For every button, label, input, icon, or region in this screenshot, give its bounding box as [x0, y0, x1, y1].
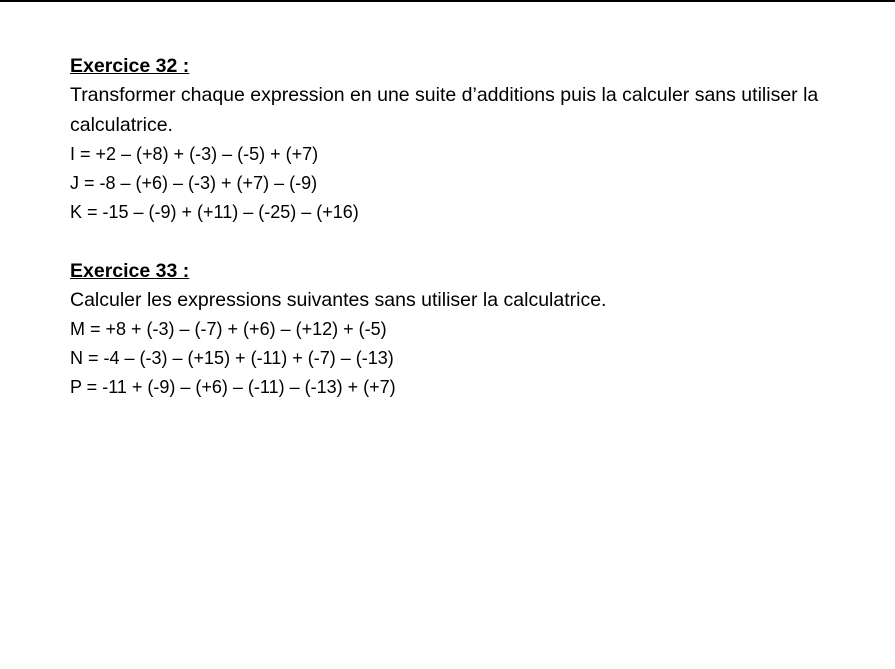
exercise-32: [70, 52, 870, 227]
top-border-line: [0, 0, 895, 2]
expression-k: K = -15 – (-9) + (+11) – (-25) – (+16): [70, 202, 359, 222]
worksheet: [70, 52, 870, 402]
exercise-33-title: Exercice 33 :: [70, 260, 190, 282]
expression-p: P = -11 + (-9) – (+6) – (-11) – (-13) + (+7): [70, 377, 396, 397]
exercise-32-title: Exercice 32 :: [70, 55, 190, 77]
expression-n: N = -4 – (-3) – (+15) + (-11) + (-7) – (-13): [70, 348, 394, 368]
expression-i: I = +2 – (+8) + (-3) – (-5) + (+7): [70, 144, 319, 164]
exercise-33: [70, 257, 870, 402]
expression-m: M = +8 + (-3) – (-7) + (+6) – (+12) + (-5): [70, 319, 387, 339]
expression-j: J = -8 – (+6) – (-3) + (+7) – (-9): [70, 173, 318, 193]
exercise-32-instruction: Transformer chaque expression en une suite d’additions puis la calculer sans utiliser la calculatrice.: [70, 84, 819, 136]
exercise-33-instruction: Calculer les expressions suivantes sans utiliser la calculatrice.: [70, 289, 607, 311]
